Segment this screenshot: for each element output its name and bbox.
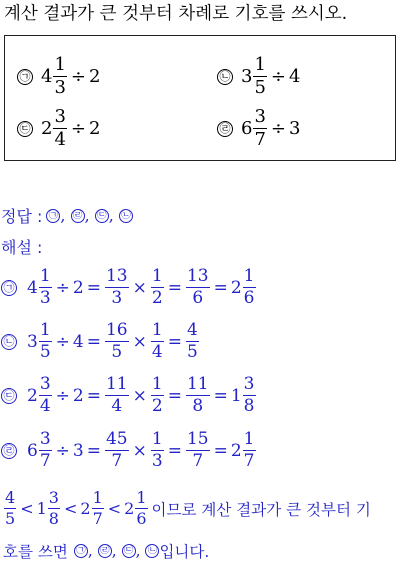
separator: , [111, 542, 117, 560]
divisor: 2 [89, 66, 101, 87]
separator: , [84, 206, 90, 225]
denominator: 7 [92, 509, 103, 528]
numerator: 3 [48, 488, 59, 507]
conclusion-mark-3: ㉢ [122, 544, 136, 558]
whole-number: 4 [41, 66, 53, 87]
times-sign: × [132, 331, 147, 352]
solution-1 [1, 268, 257, 307]
denominator: 5 [186, 342, 198, 362]
fraction [105, 268, 129, 307]
times-sign: × [132, 440, 147, 461]
answer-mark-1: ㉠ [46, 209, 60, 223]
divisor: 2 [72, 385, 84, 406]
divisor: 4 [289, 66, 301, 87]
equals-sign: = [167, 277, 182, 298]
times-sign: × [132, 385, 147, 406]
answer-label: 정답 : [1, 207, 43, 226]
divide-sign: ÷ [70, 66, 86, 87]
fraction [243, 268, 256, 307]
fraction [243, 431, 256, 470]
fraction [186, 376, 210, 415]
numerator: 1 [151, 374, 163, 394]
comparison-line [3, 490, 371, 527]
fraction [4, 490, 16, 527]
solution-mark: ㉡ [1, 334, 17, 350]
answer-mark-4: ㉡ [119, 209, 133, 223]
divide-sign: ÷ [270, 118, 286, 139]
divide-sign: ÷ [70, 118, 86, 139]
choice-mark: ㉢ [17, 121, 33, 137]
fraction [105, 322, 129, 361]
denominator: 3 [54, 77, 66, 98]
denominator: 6 [243, 288, 255, 308]
numerator: 3 [243, 374, 255, 394]
numerator: 1 [151, 429, 163, 449]
whole-number: 4 [27, 277, 38, 298]
fraction [186, 431, 210, 470]
answer-line [1, 204, 133, 227]
numerator: 1 [243, 429, 255, 449]
whole-number: 2 [41, 118, 53, 139]
choice-3 [17, 108, 100, 149]
equals-sign: = [167, 440, 182, 461]
whole-number: 6 [27, 440, 38, 461]
equals-sign: = [86, 385, 101, 406]
denominator: 4 [54, 129, 66, 150]
solution-mark: ㉠ [1, 280, 17, 296]
denominator: 7 [243, 451, 255, 471]
whole-number: 3 [27, 331, 38, 352]
solution-mark: ㉢ [1, 388, 17, 404]
less-than-sign: < [20, 499, 34, 518]
denominator: 7 [254, 129, 266, 150]
separator: , [108, 206, 114, 225]
choice-2 [217, 56, 300, 97]
conclusion-line [3, 540, 209, 562]
divide-sign: ÷ [55, 385, 70, 406]
denominator: 3 [39, 288, 51, 308]
times-sign: × [132, 277, 147, 298]
solution-mark: ㉣ [1, 443, 17, 459]
equals-sign: = [86, 331, 101, 352]
choice-mark: ㉠ [17, 69, 33, 85]
numerator: 15 [186, 429, 209, 449]
numerator: 1 [136, 488, 147, 507]
answer-mark-2: ㉣ [71, 209, 85, 223]
denominator: 4 [151, 342, 163, 362]
denominator: 2 [151, 396, 163, 416]
denominator: 5 [5, 509, 16, 528]
conclusion-mark-4: ㉡ [145, 544, 159, 558]
fraction [48, 490, 60, 527]
fraction [151, 376, 164, 415]
denominator: 4 [111, 396, 123, 416]
denominator: 5 [39, 342, 51, 362]
denominator: 7 [192, 451, 204, 471]
divide-sign: ÷ [270, 66, 286, 87]
numerator: 1 [243, 266, 255, 286]
denominator: 3 [111, 288, 123, 308]
numerator: 3 [254, 106, 266, 127]
denominator: 5 [254, 77, 266, 98]
fraction [151, 431, 164, 470]
equals-sign: = [167, 331, 182, 352]
fraction [53, 108, 66, 149]
numerator: 11 [186, 374, 209, 394]
numerator: 4 [5, 488, 16, 507]
fraction [39, 376, 52, 415]
whole-number: 2 [124, 499, 135, 518]
less-than-sign: < [107, 499, 122, 518]
whole-number: 6 [241, 118, 253, 139]
numerator: 3 [39, 374, 51, 394]
whole-number: 2 [27, 385, 38, 406]
choice-4 [217, 108, 300, 149]
whole-number: 1 [36, 499, 47, 518]
fraction [151, 322, 164, 361]
whole-number: 3 [241, 66, 253, 87]
separator: , [135, 542, 141, 560]
solution-2 [1, 322, 200, 361]
whole-number: 2 [80, 499, 91, 518]
separator: , [60, 206, 66, 225]
separator: , [87, 542, 93, 560]
choice-mark: ㉡ [217, 69, 233, 85]
divisor: 4 [72, 331, 84, 352]
fraction [253, 108, 266, 149]
solution-3 [1, 376, 257, 415]
fraction [243, 376, 256, 415]
fraction [39, 431, 52, 470]
numerator: 13 [105, 266, 128, 286]
divide-sign: ÷ [55, 440, 70, 461]
question-text: 계산 결과가 큰 것부터 차례로 기호를 쓰시오. [4, 4, 348, 24]
numerator: 1 [92, 488, 103, 507]
choices-box [4, 35, 396, 161]
denominator: 4 [39, 396, 51, 416]
denominator: 2 [151, 288, 163, 308]
comparison-text: 이므로 계산 결과가 큰 것부터 기 [151, 500, 371, 519]
numerator: 3 [54, 106, 66, 127]
denominator: 8 [192, 396, 204, 416]
conclusion-ending: 입니다. [159, 543, 210, 561]
denominator: 7 [39, 451, 51, 471]
fraction [151, 268, 164, 307]
fraction [253, 56, 266, 97]
divisor: 2 [72, 277, 84, 298]
fraction [92, 490, 104, 527]
numerator: 1 [151, 320, 163, 340]
divisor: 2 [89, 118, 101, 139]
equals-sign: = [167, 385, 182, 406]
numerator: 11 [105, 374, 128, 394]
denominator: 3 [151, 451, 163, 471]
equals-sign: = [213, 440, 228, 461]
fraction [39, 322, 52, 361]
denominator: 7 [111, 451, 123, 471]
equals-sign: = [86, 440, 101, 461]
numerator: 1 [39, 320, 51, 340]
conclusion-text: 호를 쓰면 [3, 543, 68, 561]
numerator: 1 [254, 54, 266, 75]
explanation-label: 해설 : [1, 238, 43, 257]
denominator: 8 [243, 396, 255, 416]
whole-number: 1 [230, 385, 242, 406]
fraction [53, 56, 66, 97]
conclusion-mark-2: ㉣ [98, 544, 112, 558]
equals-sign: = [213, 385, 228, 406]
fraction [186, 268, 210, 307]
denominator: 6 [136, 509, 147, 528]
whole-number: 2 [230, 440, 242, 461]
numerator: 45 [105, 429, 128, 449]
answer-mark-3: ㉢ [95, 209, 109, 223]
numerator: 3 [39, 429, 51, 449]
divisor: 3 [72, 440, 84, 461]
numerator: 1 [54, 54, 66, 75]
whole-number: 2 [230, 277, 242, 298]
numerator: 1 [39, 266, 51, 286]
fraction [186, 322, 199, 361]
choice-1 [17, 56, 100, 97]
denominator: 6 [192, 288, 204, 308]
divide-sign: ÷ [55, 277, 70, 298]
conclusion-mark-1: ㉠ [74, 544, 88, 558]
fraction [39, 268, 52, 307]
divide-sign: ÷ [55, 331, 70, 352]
solution-4 [1, 431, 257, 470]
equals-sign: = [86, 277, 101, 298]
denominator: 8 [48, 509, 59, 528]
fraction [105, 376, 129, 415]
fraction [135, 490, 147, 527]
numerator: 16 [105, 320, 128, 340]
numerator: 1 [151, 266, 163, 286]
denominator: 5 [111, 342, 123, 362]
fraction [105, 431, 129, 470]
numerator: 4 [186, 320, 198, 340]
choice-mark: ㉣ [217, 121, 233, 137]
less-than-sign: < [63, 499, 78, 518]
numerator: 13 [186, 266, 209, 286]
equals-sign: = [213, 277, 228, 298]
divisor: 3 [289, 118, 301, 139]
